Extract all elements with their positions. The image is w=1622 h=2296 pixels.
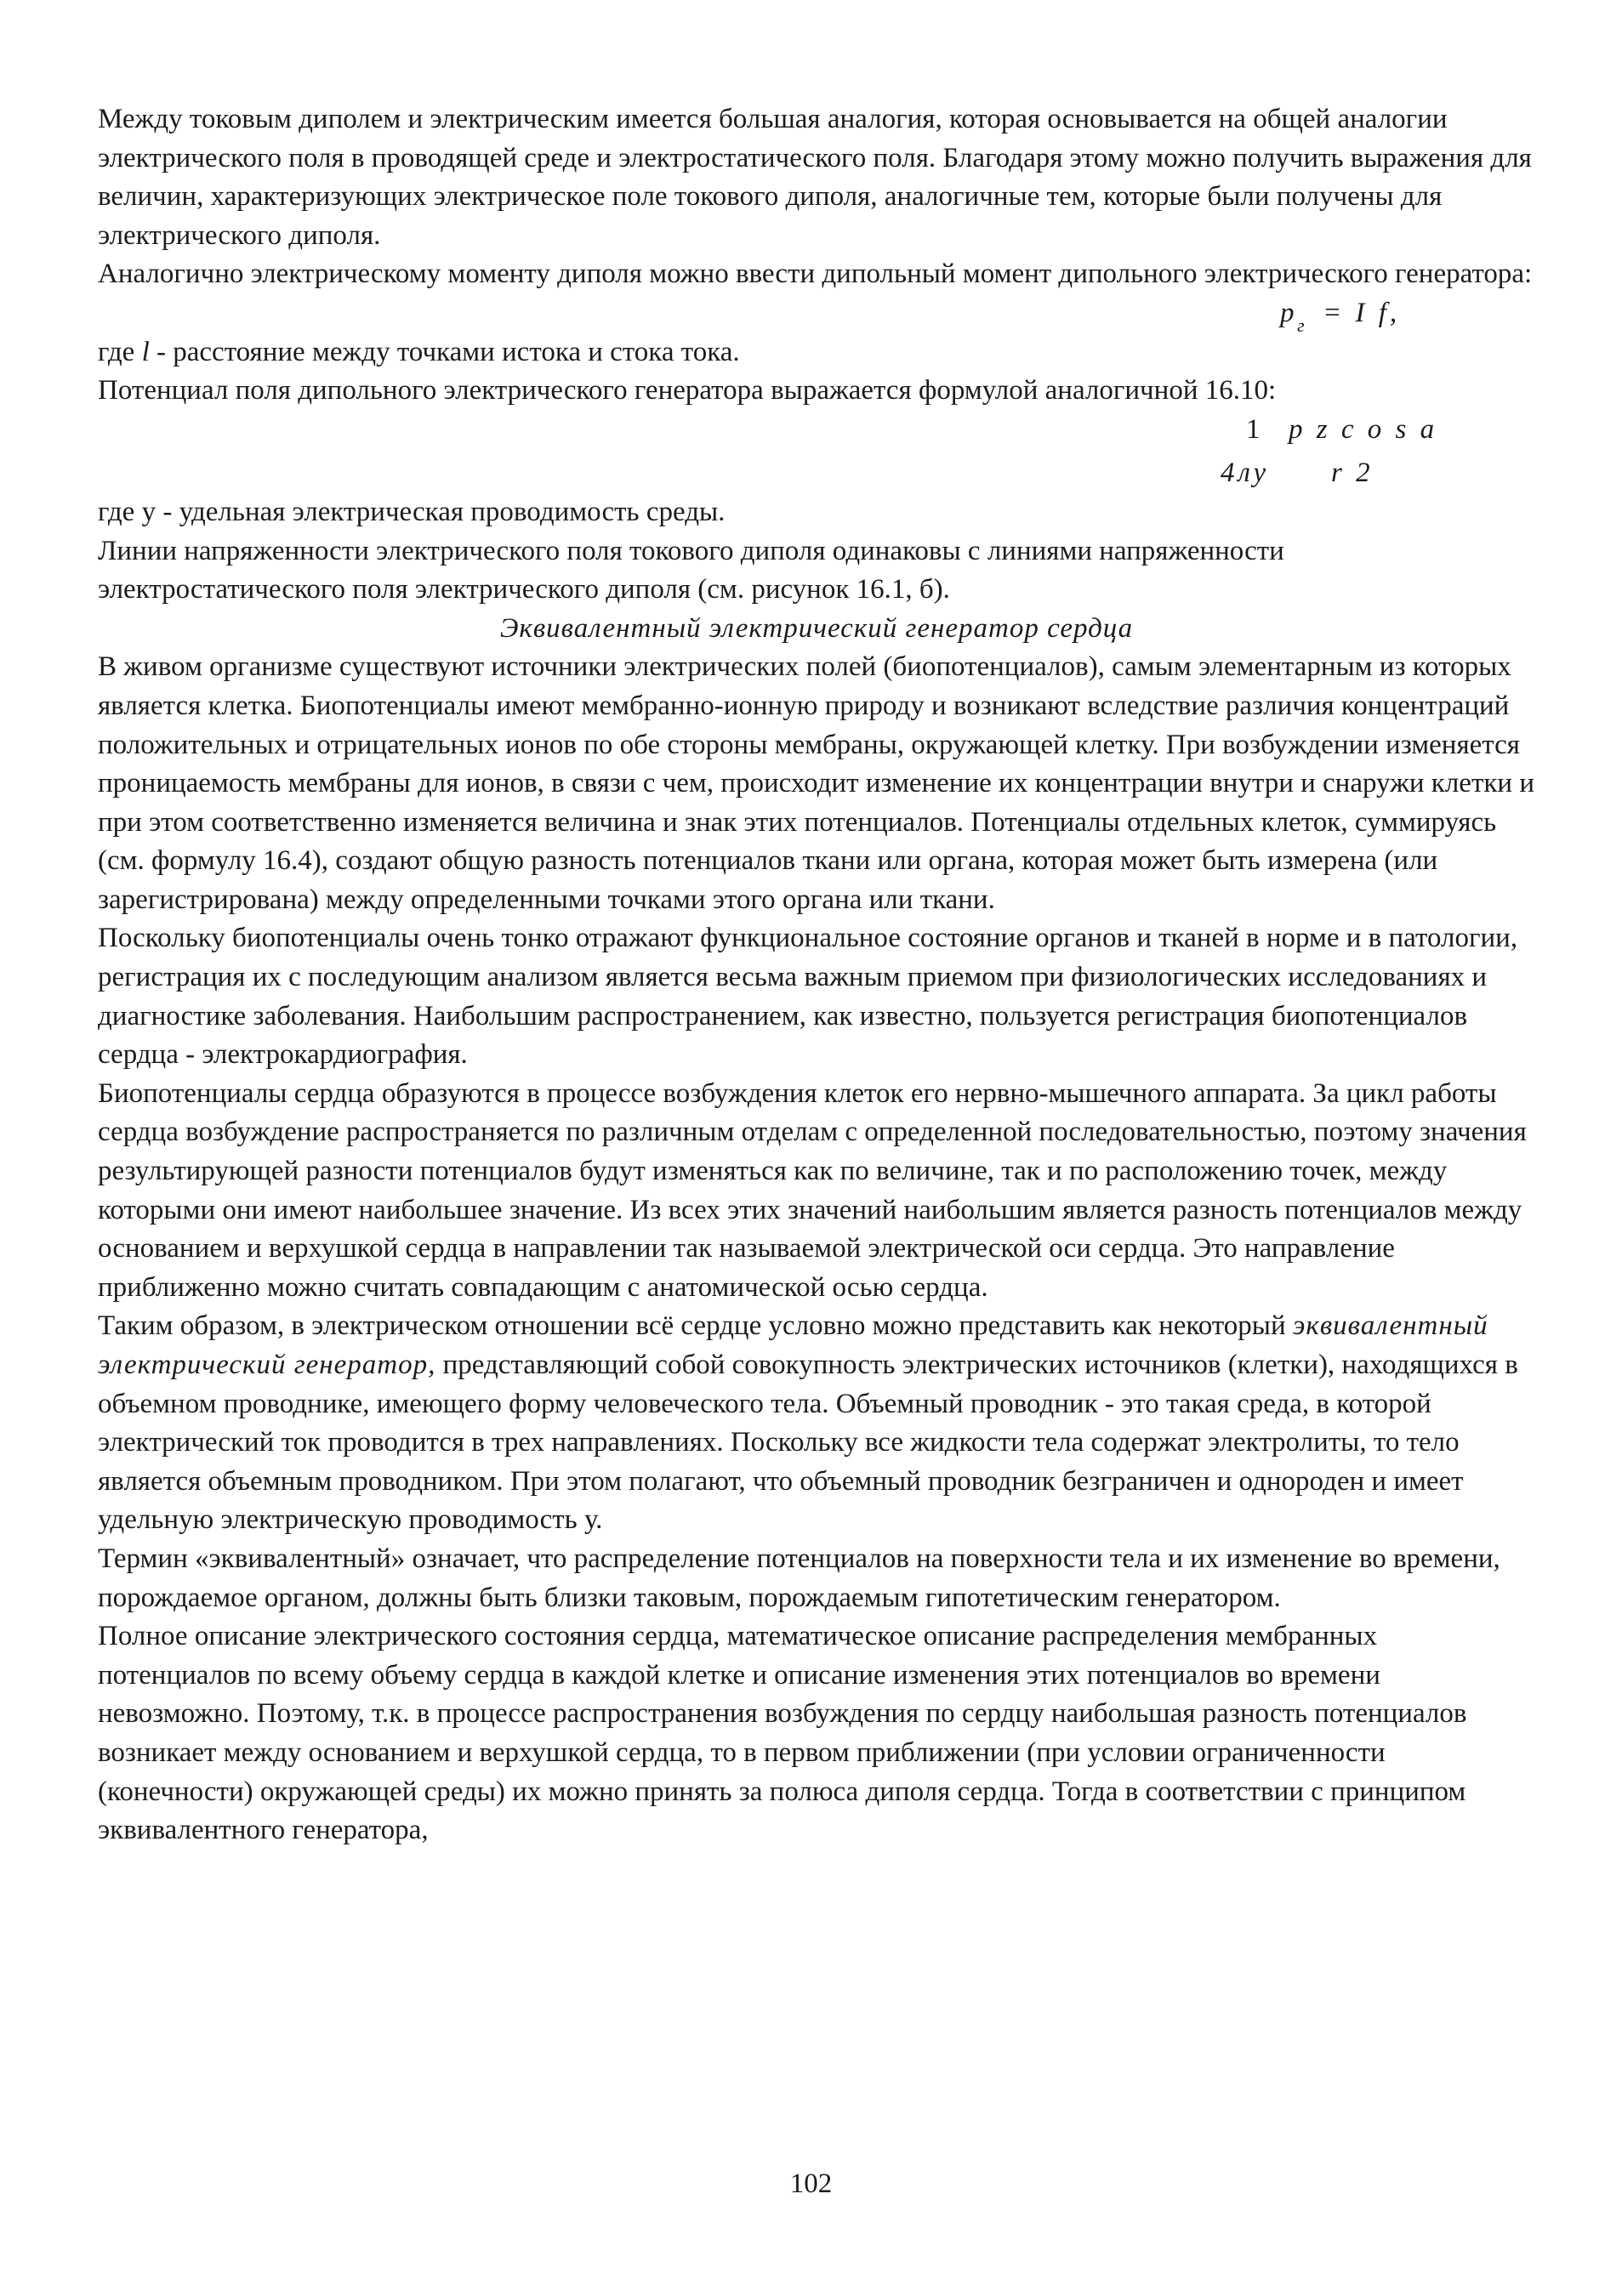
formula-dipole-moment bbox=[98, 294, 1535, 336]
paragraph-equivalent-generator: Таким образом, в электрическом отношении всё сердце условно можно представить как некоторый эквивалентный электрический генератор, представляющий собой совокупность электрических источников (клетки), находящихся в объемном проводнике, имеющего форму человеческого тела. Объемный проводник - это такая среда, в которой электрический ток проводится в трех направлениях. Поскольку все жидкости тела содержат электролиты, то тело является объемным проводником. При этом полагают, что объемный проводник безграничен и однороден и имеет удельную электрическую проводимость у. bbox=[98, 1310, 1518, 1536]
formula-potential-denominator bbox=[98, 454, 1535, 493]
paragraph-full-description: Полное описание электрического состояния сердца, математическое описание распределения мембранных потенциалов по всему объему сердца в каждой клетке и описание изменения этих потенциалов во времени невозможно. Поэтому, т.к. в процессе распространения возбуждения по сердцу наибольшая разность потенциалов возникает между основанием и верхушкой сердца, то в первом приближении (при условии ограниченности (конечности) окружающей среды) их можно принять за полюса диполя сердца. Тогда в соответствии с принципом эквивалентного генератора, bbox=[98, 1621, 1467, 1846]
formula-lhs: р bbox=[1280, 297, 1298, 328]
paragraph-term-equivalent: Термин «эквивалентный» означает, что распределение потенциалов на поверхности тела и их изменение во времени, порождаемое органом, должны быть близки таковым, порождаемым гипотетическим генератором. bbox=[98, 1543, 1500, 1613]
paragraph-potential-formula-intro: Потенциал поля дипольного электрического генератора выражается формулой аналогичной 16.10: bbox=[98, 375, 1277, 406]
formula-denominator-left: 4лу bbox=[1221, 457, 1270, 489]
formula-subscript: г bbox=[1297, 314, 1308, 336]
paragraph-dipole-analogy: Между токовым диполем и электрическим имеется большая аналогия, которая основывается на общей аналогии электрического поля в проводящей среде и электростатического поля. Благодаря этому можно получить выражения для величин, характеризующих электрическое поле токового диполя, аналогичные тем, которые были получены для электрического диполя. bbox=[98, 104, 1532, 251]
formula-potential-numerator bbox=[98, 411, 1535, 450]
page-number: 102 bbox=[789, 2168, 833, 2199]
paragraph-distance-definition: где l - расстояние между точками истока и стока тока. bbox=[98, 336, 740, 367]
formula-numerator-one: 1 bbox=[1246, 413, 1264, 445]
paragraph-dipole-moment-intro: Аналогично электрическому моменту диполя можно ввести дипольный момент дипольного электрического генератора: bbox=[98, 259, 1533, 290]
paragraph-heart-biopotentials: Биопотенциалы сердца образуются в процессе возбуждения клеток его нервно-мышечного аппарата. За цикл работы сердца возбуждение распространяется по различным отделам с определенной последовательностью, поэтому значения результирующей разности потенциалов будут изменяться как по величине, так и по расположению точек, между которыми они имеют наибольшее значение. Из всех этих значений наибольшим является разность потенциалов между основанием и верхушкой сердца в направлении так называемой электрической оси сердца. Это направление приближенно можно считать совпадающим с анатомической осью сердца. bbox=[98, 1077, 1527, 1303]
paragraph-biopotentials: В живом организме существуют источники электрических полей (биопотенциалов), самым элементарным из которых является клетка. Биопотенциалы имеют мембранно-ионную природу и возникают вследствие различия концентраций положительных и отрицательных ионов по обе стороны мембраны, окружающей клетку. При возбуждении изменяется проницаемость мембраны для ионов, в связи с чем, происходит изменение их концентрации внутри и снаружи клетки и при этом соответственно изменяется величина и знак этих потенциалов. Потенциалы отдельных клеток, суммируясь (см. формулу 16.4), создают общую разность потенциалов ткани или органа, которая может быть измерена (или зарегистрирована) между определенными точками этого органа или ткани. bbox=[98, 651, 1534, 915]
formula-denominator-right: r 2 bbox=[1331, 457, 1374, 489]
formula-numerator: р z с о s а bbox=[1289, 413, 1438, 445]
page-body bbox=[98, 100, 1535, 1850]
paragraph-field-lines: Линии напряженности электрического поля токового диполя одинаковы с линиями напряженности электростатического поля электрического диполя (см. рисунок 16.1, б). bbox=[98, 535, 1284, 605]
section-heading: Эквивалентный электрический генератор сердца bbox=[499, 612, 1134, 644]
formula-rhs: = I f, bbox=[1323, 297, 1401, 328]
paragraph-conductivity: где у - удельная электрическая проводимость среды. bbox=[98, 496, 726, 527]
paragraph-ecg: Поскольку биопотенциалы очень тонко отражают функциональное состояние органов и тканей в норме и в патологии, регистрация их с последующим анализом является весьма важным приемом при физиологических исследованиях и диагностике заболевания. Наибольшим распространением, как известно, пользуется регистрация биопотенциалов сердца - электрокардиография. bbox=[98, 923, 1518, 1071]
